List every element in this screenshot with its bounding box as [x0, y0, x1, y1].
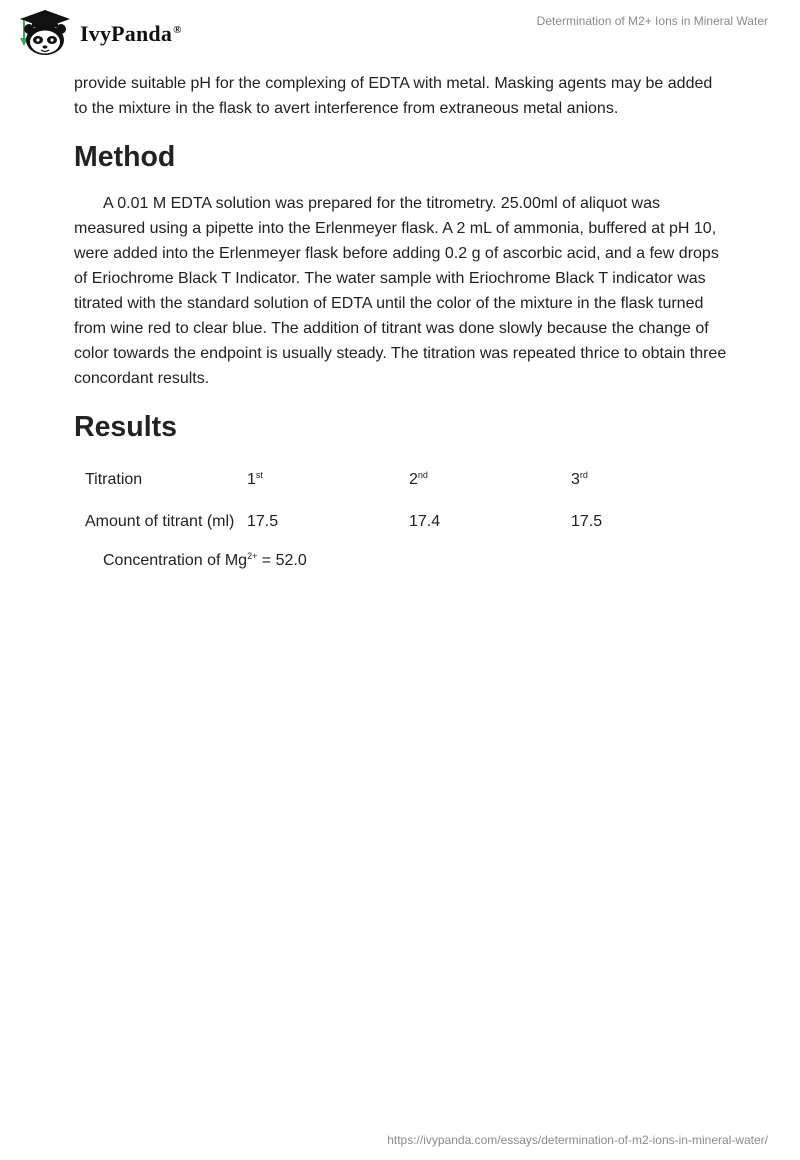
essay-content	[74, 71, 730, 573]
ivypanda-logo[interactable]	[14, 8, 182, 58]
table-cell: 2nd	[409, 470, 428, 488]
panda-graduate-icon	[14, 8, 76, 58]
results-table	[79, 463, 727, 538]
charge-superscript: 2+	[247, 551, 258, 561]
registered-mark: ®	[173, 23, 182, 36]
table-row	[79, 463, 727, 505]
table-cell-label: Titration	[85, 471, 143, 488]
document-title: Determination of M2+ Ions in Mineral Water	[536, 14, 768, 28]
table-cell: 17.5	[247, 513, 279, 530]
table-cell: 17.4	[409, 513, 441, 530]
method-heading: Method	[74, 141, 176, 173]
table-cell-label: Amount of titrant (ml)	[85, 513, 235, 530]
table-cell: 3rd	[571, 470, 588, 488]
method-paragraph: A 0.01 M EDTA solution was prepared for the titrometry. 25.00ml of aliquot was measured using a pipette into the Erlenmeyer flask. A 2 mL of ammonia, buffered at pH 10, were added into the Erlenmeyer flask before adding 0.2 g of ascorbic acid, and a few drops of Eriochrome Black T Indicator. The water sample with Eriochrome Black T indicator was titrated with the standard solution of EDTA until the color of the mixture in the flask turned from wine red to clear blue. The addition of titrant was done slowly because the change of color towards the endpoint is usually steady. The titration was repeated thrice to obtain three concordant results.	[74, 195, 727, 387]
intro-paragraph: provide suitable pH for the complexing of EDTA with metal. Masking agents may be added to the mixture in the flask to avert interference from extraneous metal anions.	[74, 75, 713, 117]
table-row	[79, 505, 727, 538]
concentration-line: Concentration of $Mg^{2+} = 52.0$	[103, 551, 307, 569]
source-url[interactable]: https://ivypanda.com/essays/determination-of-m2-ions-in-mineral-water/	[387, 1133, 768, 1147]
table-cell: 17.5	[571, 513, 603, 530]
brand-name: IvyPanda®	[80, 21, 182, 46]
results-heading: Results	[74, 411, 177, 443]
table-cell: 1st	[247, 470, 263, 488]
